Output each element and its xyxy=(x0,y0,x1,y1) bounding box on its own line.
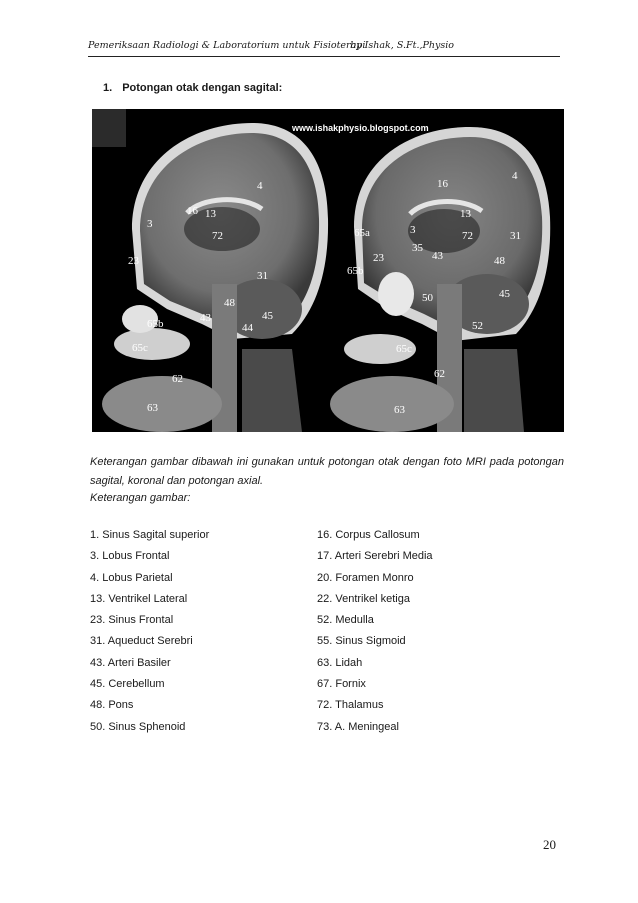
left-anatomy-label: 65c xyxy=(132,342,148,354)
left-anatomy-label: 16 xyxy=(187,205,198,217)
mri-image xyxy=(92,109,564,432)
header-author: by Ishak, S.Ft.,Physio xyxy=(350,40,454,51)
legend-item: 17. Arteri Serebri Media xyxy=(317,550,433,563)
figure-description: Keterangan gambar dibawah ini gunakan untuk potongan otak dengan foto MRI pada potongan sagital, koronal dan potongan axial. xyxy=(90,456,564,487)
legend-item: 3. Lobus Frontal xyxy=(90,550,170,563)
page-number: 20 xyxy=(543,837,556,852)
figure-watermark: www.ishakphysio.blogspot.com xyxy=(292,123,429,133)
legend-item: 16. Corpus Callosum xyxy=(317,529,420,541)
left-anatomy-label: 3 xyxy=(147,218,153,230)
section-number: 1. xyxy=(103,82,113,94)
header-title: Pemeriksaan Radiologi & Laboratorium untuk Fisioterapi xyxy=(88,40,366,51)
legend-item: 72. Thalamus xyxy=(317,699,384,712)
right-anatomy-label: 52 xyxy=(472,320,483,332)
legend-item: 48. Pons xyxy=(90,699,134,712)
left-anatomy-label: 63 xyxy=(147,402,158,414)
left-anatomy-label: 62 xyxy=(172,373,183,385)
legend-column-right xyxy=(317,527,433,740)
left-anatomy-label: 45 xyxy=(262,310,273,322)
right-anatomy-label: 3 xyxy=(410,224,416,236)
legend-item: 22. Ventrikel ketiga xyxy=(317,592,410,605)
mri-sagittal-figure xyxy=(92,109,564,432)
section-heading xyxy=(103,82,282,94)
legend-item: 73. A. Meningeal xyxy=(317,720,399,733)
right-anatomy-label: 65b xyxy=(347,265,364,277)
legend-item: 67. Fornix xyxy=(317,678,366,691)
section-title: Potongan otak dengan sagital: xyxy=(122,82,283,94)
left-anatomy-label: 31 xyxy=(257,270,268,282)
right-anatomy-label: 65c xyxy=(396,343,412,355)
legend-item: 55. Sinus Sigmoid xyxy=(317,635,406,648)
right-anatomy-label: 65a xyxy=(354,227,370,239)
right-anatomy-label: 43 xyxy=(432,250,443,262)
legend-item: 63. Lidah xyxy=(317,656,363,669)
legend-item: 52. Medulla xyxy=(317,614,374,627)
right-anatomy-label: 48 xyxy=(494,255,505,267)
legend-column-left xyxy=(90,527,209,740)
left-anatomy-label: 23 xyxy=(128,255,139,267)
right-anatomy-label: 50 xyxy=(422,292,433,304)
right-anatomy-label: 35 xyxy=(412,242,423,254)
legend-item: 13. Ventrikel Lateral xyxy=(90,592,188,605)
legend-item: 4. Lobus Parietal xyxy=(90,571,173,584)
left-anatomy-label: 4 xyxy=(257,180,263,192)
right-anatomy-label: 72 xyxy=(462,230,473,242)
legend-item: 23. Sinus Frontal xyxy=(90,614,174,627)
left-anatomy-label: 48 xyxy=(224,297,235,309)
right-anatomy-label: 16 xyxy=(437,178,448,190)
legend-heading: Keterangan gambar: xyxy=(90,492,191,504)
left-anatomy-label: 44 xyxy=(242,322,253,334)
left-anatomy-label: 65b xyxy=(147,318,164,330)
legend-item: 43. Arteri Basiler xyxy=(90,656,171,669)
left-anatomy-label: 72 xyxy=(212,230,223,242)
left-anatomy-label: 13 xyxy=(205,208,216,220)
page-header xyxy=(88,36,560,57)
legend-item: 1. Sinus Sagital superior xyxy=(90,529,210,541)
left-anatomy-label: 43 xyxy=(200,312,211,324)
legend-item: 50. Sinus Sphenoid xyxy=(90,720,186,733)
legend-item: 45. Cerebellum xyxy=(90,678,165,691)
legend-item: 31. Aqueduct Serebri xyxy=(90,635,193,648)
right-anatomy-label: 13 xyxy=(460,208,471,220)
right-anatomy-label: 4 xyxy=(512,170,518,182)
right-anatomy-label: 45 xyxy=(499,288,510,300)
right-anatomy-label: 31 xyxy=(510,230,521,242)
legend-item: 20. Foramen Monro xyxy=(317,571,414,584)
right-anatomy-label: 23 xyxy=(373,252,384,264)
right-anatomy-label: 63 xyxy=(394,404,405,416)
right-anatomy-label: 62 xyxy=(434,368,445,380)
